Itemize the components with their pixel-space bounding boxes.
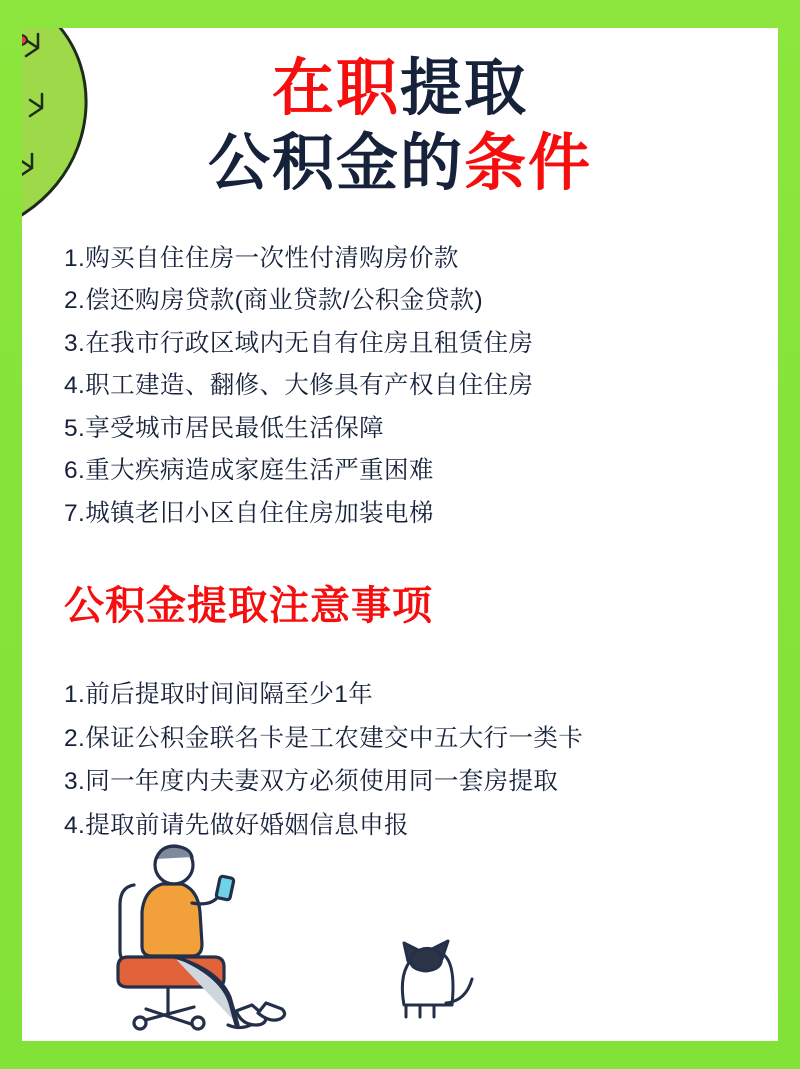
title-line2-dark: 公积金的 bbox=[207, 129, 464, 199]
poster-card bbox=[22, 28, 778, 1041]
title-line1-dark: 提取 bbox=[400, 54, 529, 123]
section-subtitle: 公积金提取注意事项 bbox=[64, 584, 433, 629]
notes-list bbox=[22, 683, 778, 838]
title-line1-red: 在职 bbox=[271, 54, 400, 123]
list-item: 1.购买自住住房一次性付清购房价款 bbox=[64, 244, 459, 272]
man-on-chair-with-cat-icon bbox=[22, 807, 778, 1037]
list-item: 2.偿还购房贷款(商业贷款/公积金贷款) bbox=[64, 287, 484, 315]
list-item: 7.城镇老旧小区自住住房加装电梯 bbox=[64, 499, 434, 527]
list-item: 3.在我市行政区域内无自有住房且租赁住房 bbox=[64, 329, 534, 357]
list-item: 6.重大疾病造成家庭生活严重困难 bbox=[64, 457, 434, 485]
conditions-list bbox=[22, 244, 778, 527]
list-item: 4.职工建造、翻修、大修具有产权自住住房 bbox=[64, 372, 534, 400]
page-title bbox=[22, 28, 778, 199]
list-item: 5.享受城市居民最低生活保障 bbox=[64, 414, 385, 442]
list-item: 2.保证公积金联名卡是工农建交中五大行一类卡 bbox=[64, 724, 584, 752]
list-item: 1.前后提取时间间隔至少1年 bbox=[64, 681, 374, 709]
title-line2-red: 条件 bbox=[464, 129, 593, 199]
list-item: 3.同一年度内夫妻双方必须使用同一套房提取 bbox=[64, 768, 559, 796]
list-item: 4.提取前请先做好婚姻信息申报 bbox=[64, 811, 409, 839]
